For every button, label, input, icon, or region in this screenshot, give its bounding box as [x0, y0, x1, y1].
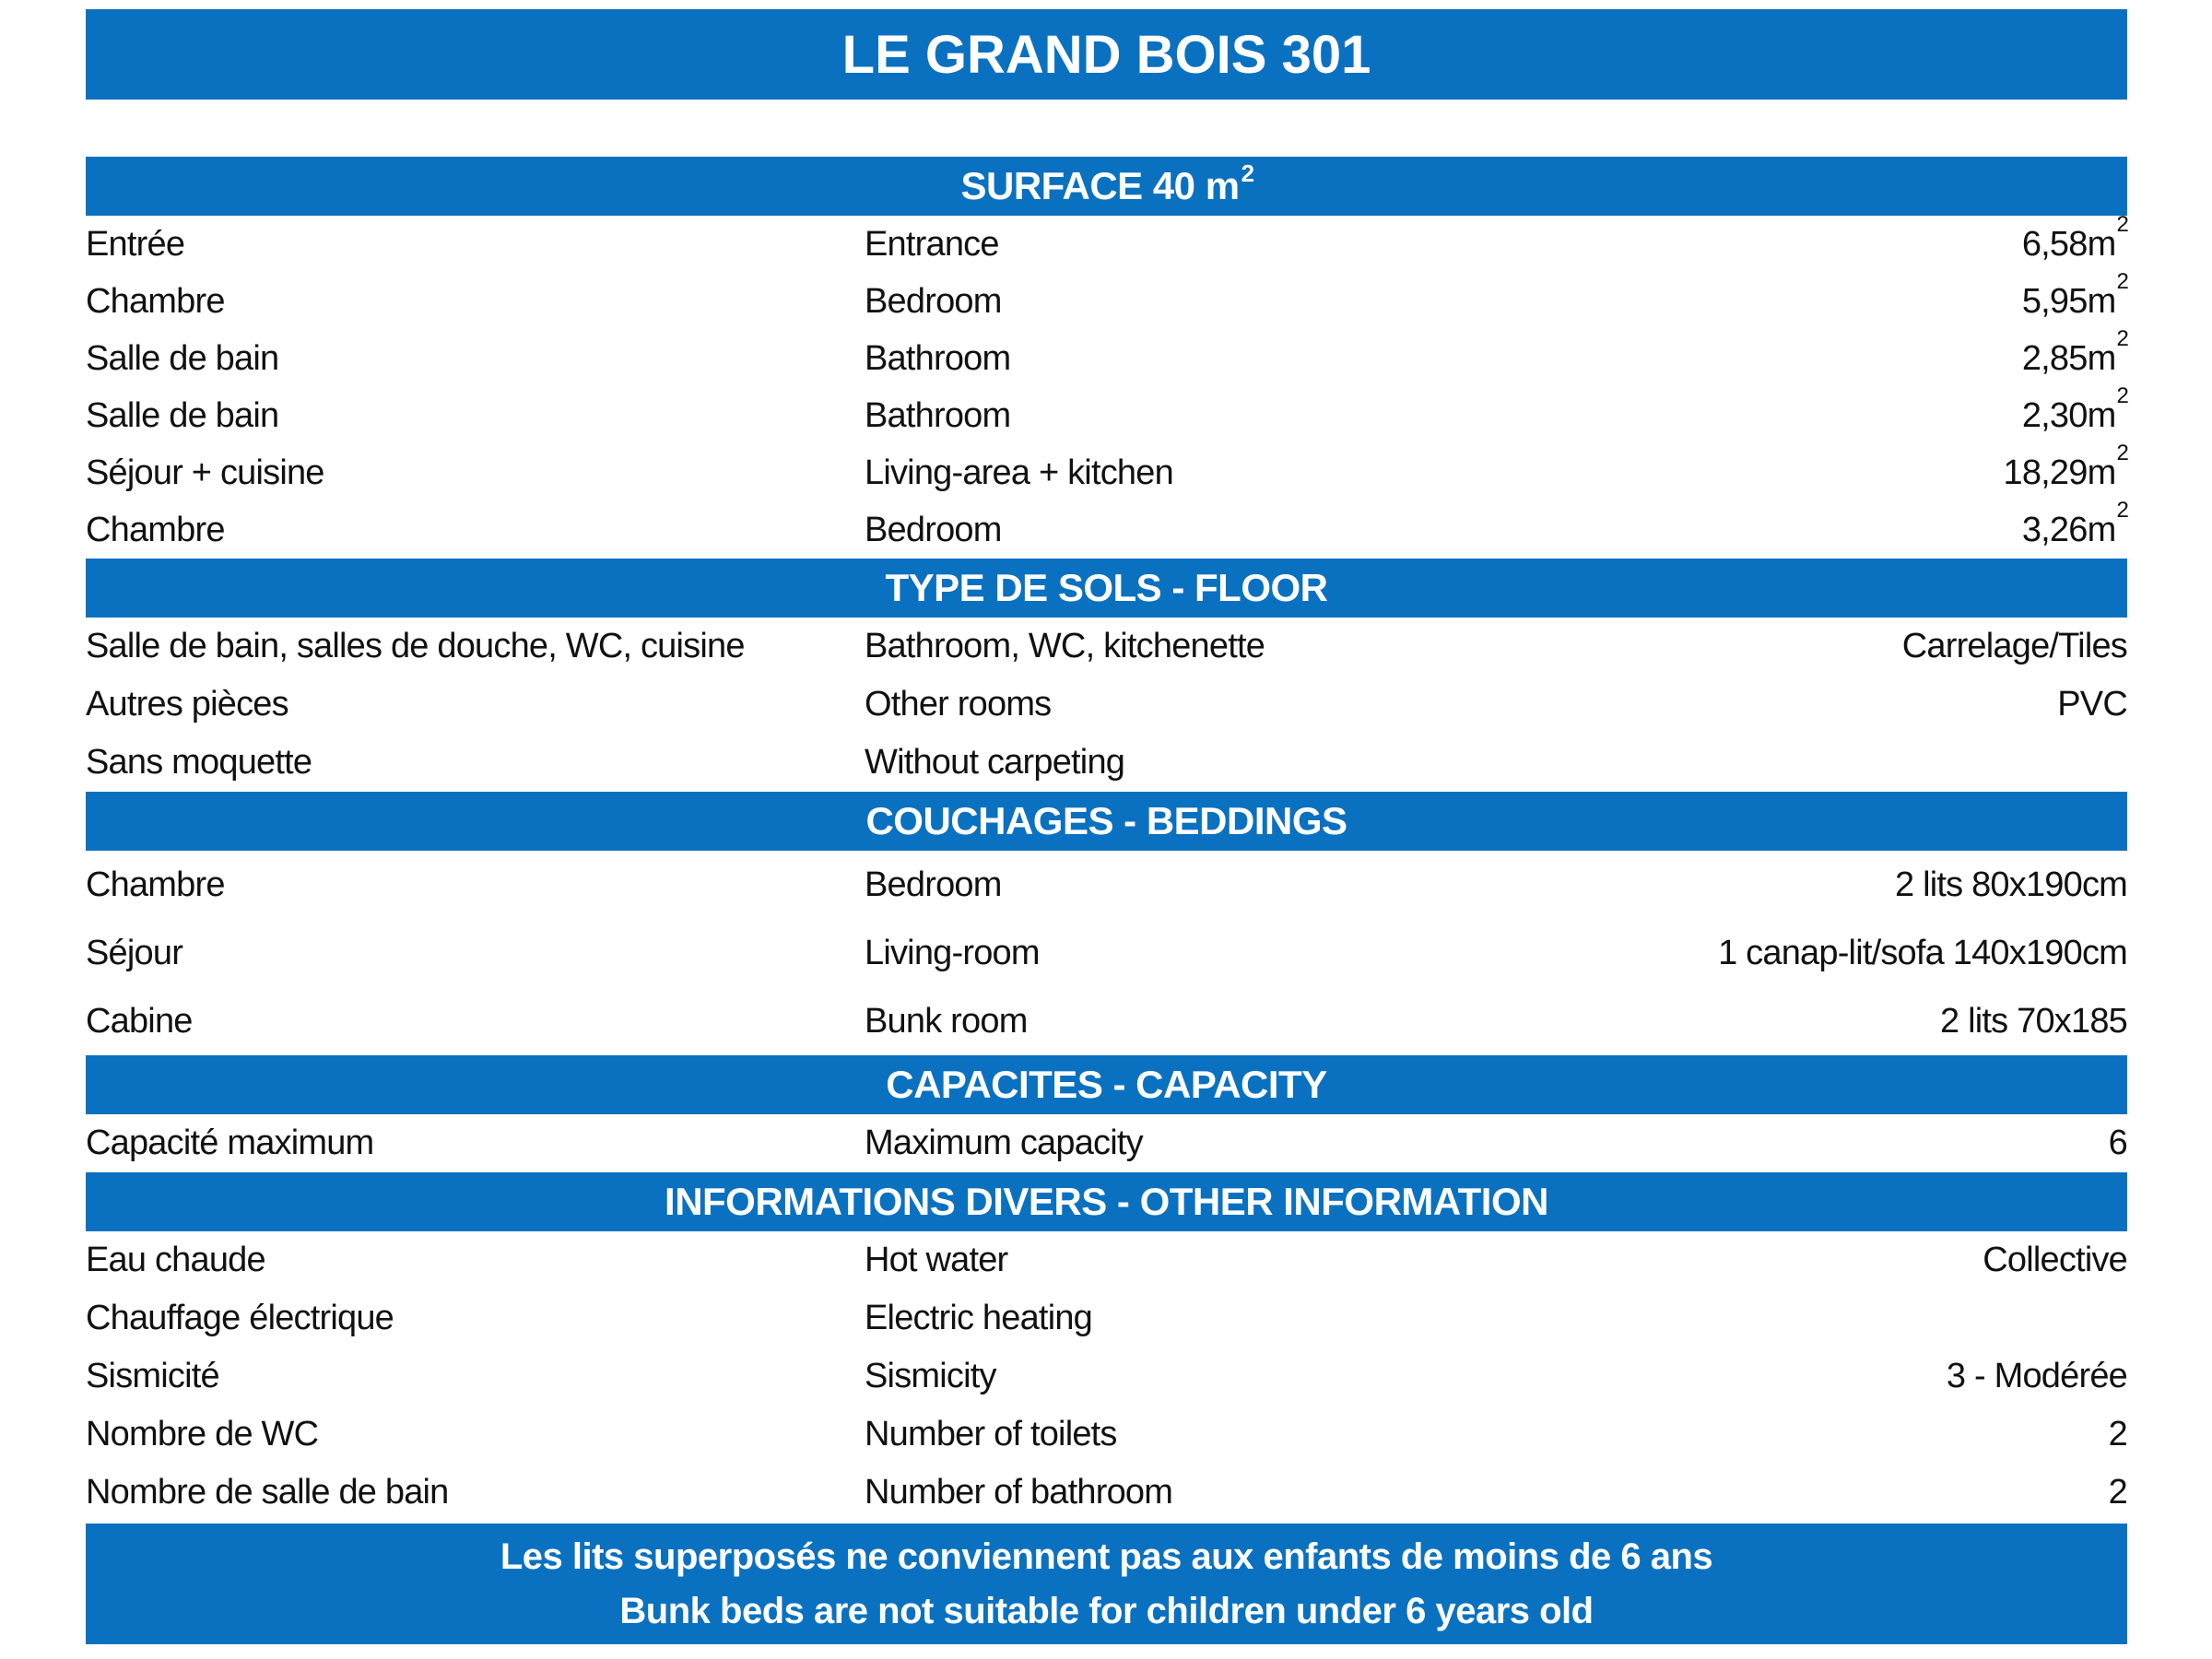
- footer-line-1: Les lits superposés ne conviennent pas aux enfants de moins de 6 ans: [500, 1535, 1713, 1577]
- row-value-text: 3 - Modérée: [1946, 1357, 2127, 1395]
- table-row: [86, 382, 2128, 444]
- row-value-text: 2,30m: [2021, 395, 2116, 435]
- table-row: [86, 1289, 2127, 1347]
- row-value-text: 2,85m: [2021, 338, 2116, 378]
- row-label-en: Electric heating: [865, 1299, 1093, 1337]
- section-header-beddings: [86, 792, 2127, 851]
- section-header-label: CAPACITES - CAPACITY: [886, 1063, 1327, 1106]
- row-label-en: Bunk room: [865, 1001, 1028, 1041]
- row-label-en: Bathroom: [865, 395, 1011, 435]
- row-value: [2021, 211, 2128, 265]
- row-label-fr: Salle de bain, salles de douche, WC, cuisine: [86, 627, 745, 665]
- row-label-en: Bedroom: [865, 510, 1002, 549]
- table-row: [86, 1347, 2127, 1406]
- row-value: [1902, 627, 2127, 666]
- row-value-text: 5,95m: [2021, 281, 2116, 321]
- row-value: [2109, 1415, 2127, 1454]
- table-row: [86, 1114, 2127, 1172]
- section-header-surface: SURFACE 40 m $^2$: [86, 157, 2127, 216]
- row-value: [2021, 325, 2128, 379]
- table-row: [86, 497, 2128, 559]
- row-value-text: 2 lits 80x190cm: [1894, 865, 2127, 904]
- row-value: [2003, 440, 2128, 493]
- row-label-en: Bedroom: [865, 865, 1002, 904]
- footer-note: [86, 1524, 2127, 1644]
- row-label-en: Other rooms: [865, 685, 1052, 724]
- row-value-superscript: 2: [2116, 211, 2128, 237]
- row-label-fr: Cabine: [86, 1001, 193, 1041]
- row-label-en: Without carpeting: [865, 743, 1125, 782]
- row-value: [1895, 865, 2127, 905]
- row-value-text: 2 lits 70x185: [1940, 1001, 2127, 1041]
- page-title-bar: [86, 9, 2127, 100]
- row-label-en: Bathroom, WC, kitchenette: [865, 627, 1265, 665]
- table-row: [86, 987, 2127, 1055]
- row-label-fr: Entrée: [86, 224, 185, 264]
- row-value-superscript: 2: [2116, 325, 2128, 351]
- row-label-fr: Eau chaude: [86, 1241, 265, 1279]
- section-header-floors: [86, 559, 2127, 618]
- row-value-text: 6,58m: [2021, 224, 2116, 264]
- row-value: [1983, 1241, 2127, 1280]
- row-label-fr: Autres pièces: [86, 685, 288, 724]
- row-value: [2109, 1473, 2127, 1512]
- row-value: [2021, 382, 2128, 436]
- table-row: [86, 211, 2128, 273]
- row-value-text: 6: [2108, 1124, 2127, 1162]
- table-row: [86, 1406, 2127, 1464]
- row-label-en: Bedroom: [865, 281, 1002, 321]
- section-body-beddings: [86, 851, 2127, 1055]
- row-label-fr: Nombre de salle de bain: [86, 1473, 449, 1512]
- row-value: [1718, 934, 2127, 973]
- row-value: [2021, 497, 2128, 550]
- row-value-superscript: 2: [2116, 382, 2128, 408]
- row-label-en: Entrance: [865, 224, 999, 264]
- row-value-superscript: 2: [2116, 440, 2128, 465]
- row-label-en: Number of bathroom: [865, 1473, 1173, 1512]
- table-row: [86, 325, 2128, 387]
- table-row: [86, 618, 2127, 676]
- section-body-other-info: [86, 1231, 2127, 1522]
- row-label-en: Living-room: [865, 933, 1040, 972]
- row-label-fr: Salle de bain: [86, 338, 279, 378]
- row-value: [2057, 685, 2127, 724]
- row-label-en: Living-area + kitchen: [865, 453, 1173, 492]
- section-header-other-info: [86, 1172, 2127, 1231]
- section-header-label: COUCHAGES - BEDDINGS: [865, 799, 1347, 842]
- section-header-label: TYPE DE SOLS - FLOOR: [885, 566, 1328, 609]
- row-label-fr: Salle de bain: [86, 395, 279, 435]
- row-label-fr: Chauffage électrique: [86, 1299, 394, 1337]
- row-label-fr: Sismicité: [86, 1357, 219, 1395]
- spec-table: [86, 157, 2127, 1522]
- table-row: [86, 1464, 2127, 1522]
- row-value-text: 18,29m: [2003, 453, 2116, 492]
- table-row: [86, 919, 2127, 987]
- section-header-capacity: [86, 1055, 2127, 1114]
- section-body-floors: [86, 618, 2127, 792]
- row-label-fr: Séjour: [86, 933, 183, 972]
- table-row: [86, 851, 2127, 919]
- table-row: [86, 268, 2128, 330]
- section-body-surface: [86, 211, 2128, 559]
- row-label-en: Sismicity: [865, 1357, 996, 1395]
- row-value-superscript: 2: [2116, 497, 2128, 523]
- row-label-fr: Chambre: [86, 281, 225, 321]
- row-label-en: Number of toilets: [865, 1415, 1117, 1453]
- page-title: LE GRAND BOIS 301: [841, 24, 1371, 85]
- row-value-text: 2: [2108, 1473, 2127, 1512]
- row-label-en: Hot water: [865, 1241, 1008, 1279]
- row-value: [2109, 1124, 2127, 1163]
- row-value: [1940, 1002, 2127, 1041]
- row-label-fr: Capacité maximum: [86, 1124, 374, 1162]
- row-label-fr: Nombre de WC: [86, 1415, 319, 1453]
- row-value: [2021, 268, 2128, 322]
- section-body-capacity: [86, 1114, 2127, 1172]
- row-value-text: 1 canap-lit/sofa 140x190cm: [1718, 933, 2127, 972]
- row-value-text: PVC: [2057, 685, 2127, 724]
- row-value-text: Collective: [1983, 1241, 2127, 1279]
- row-value-text: Carrelage/Tiles: [1901, 627, 2127, 665]
- row-label-fr: Chambre: [86, 510, 225, 549]
- footer-line-2: Bunk beds are not suitable for children under 6 years old: [619, 1590, 1594, 1631]
- table-row: [86, 440, 2128, 501]
- table-row: [86, 676, 2127, 734]
- row-value-superscript: 2: [2116, 268, 2128, 294]
- row-label-fr: Sans moquette: [86, 743, 312, 782]
- row-value-text: 2: [2108, 1415, 2127, 1453]
- row-label-fr: Chambre: [86, 865, 225, 904]
- section-header-label: SURFACE 40 m: [960, 164, 1240, 207]
- table-row: [86, 734, 2127, 792]
- row-label-en: Bathroom: [865, 338, 1011, 378]
- row-label-en: Maximum capacity: [865, 1124, 1143, 1162]
- row-value: [1947, 1357, 2127, 1396]
- row-value-text: 3,26m: [2021, 510, 2116, 549]
- table-row: [86, 1231, 2127, 1289]
- row-label-fr: Séjour + cuisine: [86, 453, 324, 492]
- section-header-label: INFORMATIONS DIVERS - OTHER INFORMATION: [665, 1180, 1548, 1223]
